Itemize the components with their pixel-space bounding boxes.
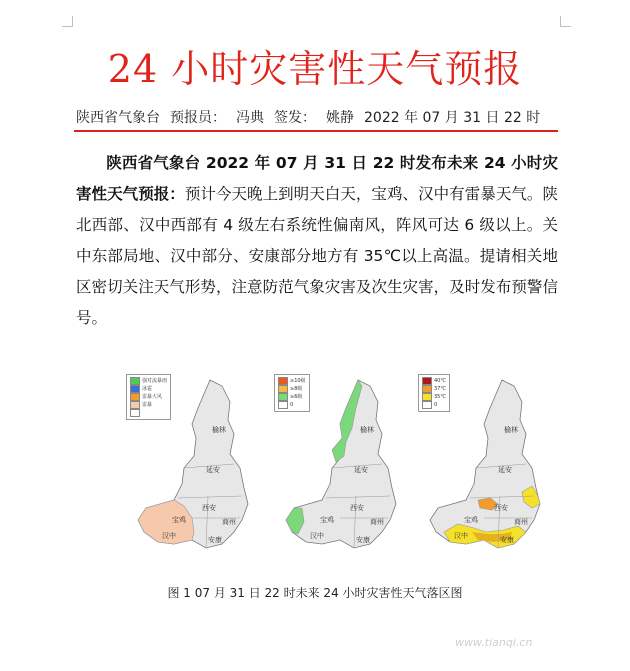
forecaster-label: 预报员： (170, 110, 226, 126)
legend-swatch (278, 401, 288, 409)
legend-label: 雷暴大风 (142, 394, 163, 400)
city-label: 榆林 (360, 426, 374, 434)
figure-caption: 图 1 07 月 31 日 22 时未来 24 小时灾害性天气落区图 (167, 586, 463, 600)
city-label: 榆林 (212, 426, 226, 434)
legend-label: 雷暴 (142, 402, 153, 408)
city-label: 榆林 (504, 426, 518, 434)
map-thunderstorm-legend (126, 374, 171, 420)
forecast-lead: 陕西省气象台 2022 年 07 月 31 日 22 时发布未来 24 小时灾害性天气预报： (76, 154, 558, 203)
legend-swatch (422, 377, 432, 385)
city-label: 安康 (356, 536, 370, 544)
legend-swatch (130, 409, 140, 417)
legend-swatch (278, 393, 288, 401)
legend-swatch (130, 393, 140, 401)
map-figure (122, 372, 542, 572)
city-label: 安康 (208, 536, 222, 544)
city-label: 安康 (500, 536, 514, 544)
map-thunderstorm (122, 372, 262, 572)
city-label: 延安 (354, 466, 368, 474)
city-label: 汉中 (454, 532, 468, 540)
legend-label: 40℃ (434, 378, 446, 384)
legend-swatch (130, 377, 140, 385)
forecast-body (76, 148, 558, 334)
legend-label: ≥6级 (290, 394, 303, 400)
city-label: 西安 (494, 504, 508, 512)
city-label: 商州 (370, 518, 384, 526)
signer-label: 签发： (274, 110, 316, 126)
forecaster: 冯典 (236, 110, 264, 126)
city-label: 宝鸡 (320, 516, 334, 524)
city-label: 西安 (350, 504, 364, 512)
legend-swatch (422, 385, 432, 393)
city-label: 汉中 (310, 532, 324, 540)
watermark: www.tianqi.cn (455, 636, 533, 649)
map-heat-legend (418, 374, 450, 412)
legend-swatch (422, 401, 432, 409)
city-label: 商州 (514, 518, 528, 526)
legend-swatch (278, 385, 288, 393)
legend-label: 0 (290, 402, 294, 408)
legend-swatch (278, 377, 288, 385)
legend-label: 0 (434, 402, 438, 408)
city-label: 西安 (202, 504, 216, 512)
forecast-text: 预计今天晚上到明天白天，宝鸡、汉中有雷暴天气。陕北西部、汉中西部有 4 级左右系统性偏南风，阵风可达 6 级以上。关中东部局地、汉中部分、安康部分地方有 35℃以上高温。提请相关地区密切关注天气形势，注意防范气象灾害及次生灾害，及时发布预警信号。 (76, 185, 558, 327)
map-wind-legend (274, 374, 310, 412)
legend-label: 35℃ (434, 394, 446, 400)
legend-label: ≥10级 (290, 378, 306, 384)
legend-swatch (130, 401, 140, 409)
corner-mark-left (62, 16, 73, 27)
city-label: 延安 (206, 466, 220, 474)
legend-swatch (130, 385, 140, 393)
city-label: 宝鸡 (172, 516, 186, 524)
issue-datetime: 2022 年 07 月 31 日 22 时 (364, 110, 541, 126)
map-wind (270, 372, 410, 572)
signer: 姚静 (326, 110, 354, 126)
city-label: 商州 (222, 518, 236, 526)
legend-label: ≥8级 (290, 386, 303, 392)
city-label: 延安 (498, 466, 512, 474)
map-heat (414, 372, 554, 572)
header-rule (74, 130, 558, 132)
document-title: 24 小时灾害性天气预报 (107, 47, 523, 91)
legend-label: 37℃ (434, 386, 446, 392)
legend-label: 强对流暴雨 (142, 378, 168, 384)
agency: 陕西省气象台 (76, 110, 160, 126)
legend-swatch (422, 393, 432, 401)
city-label: 宝鸡 (464, 516, 478, 524)
meta-line (76, 107, 541, 127)
corner-mark-right (560, 16, 571, 27)
city-label: 汉中 (162, 532, 176, 540)
legend-label: 冰雹 (142, 386, 153, 392)
